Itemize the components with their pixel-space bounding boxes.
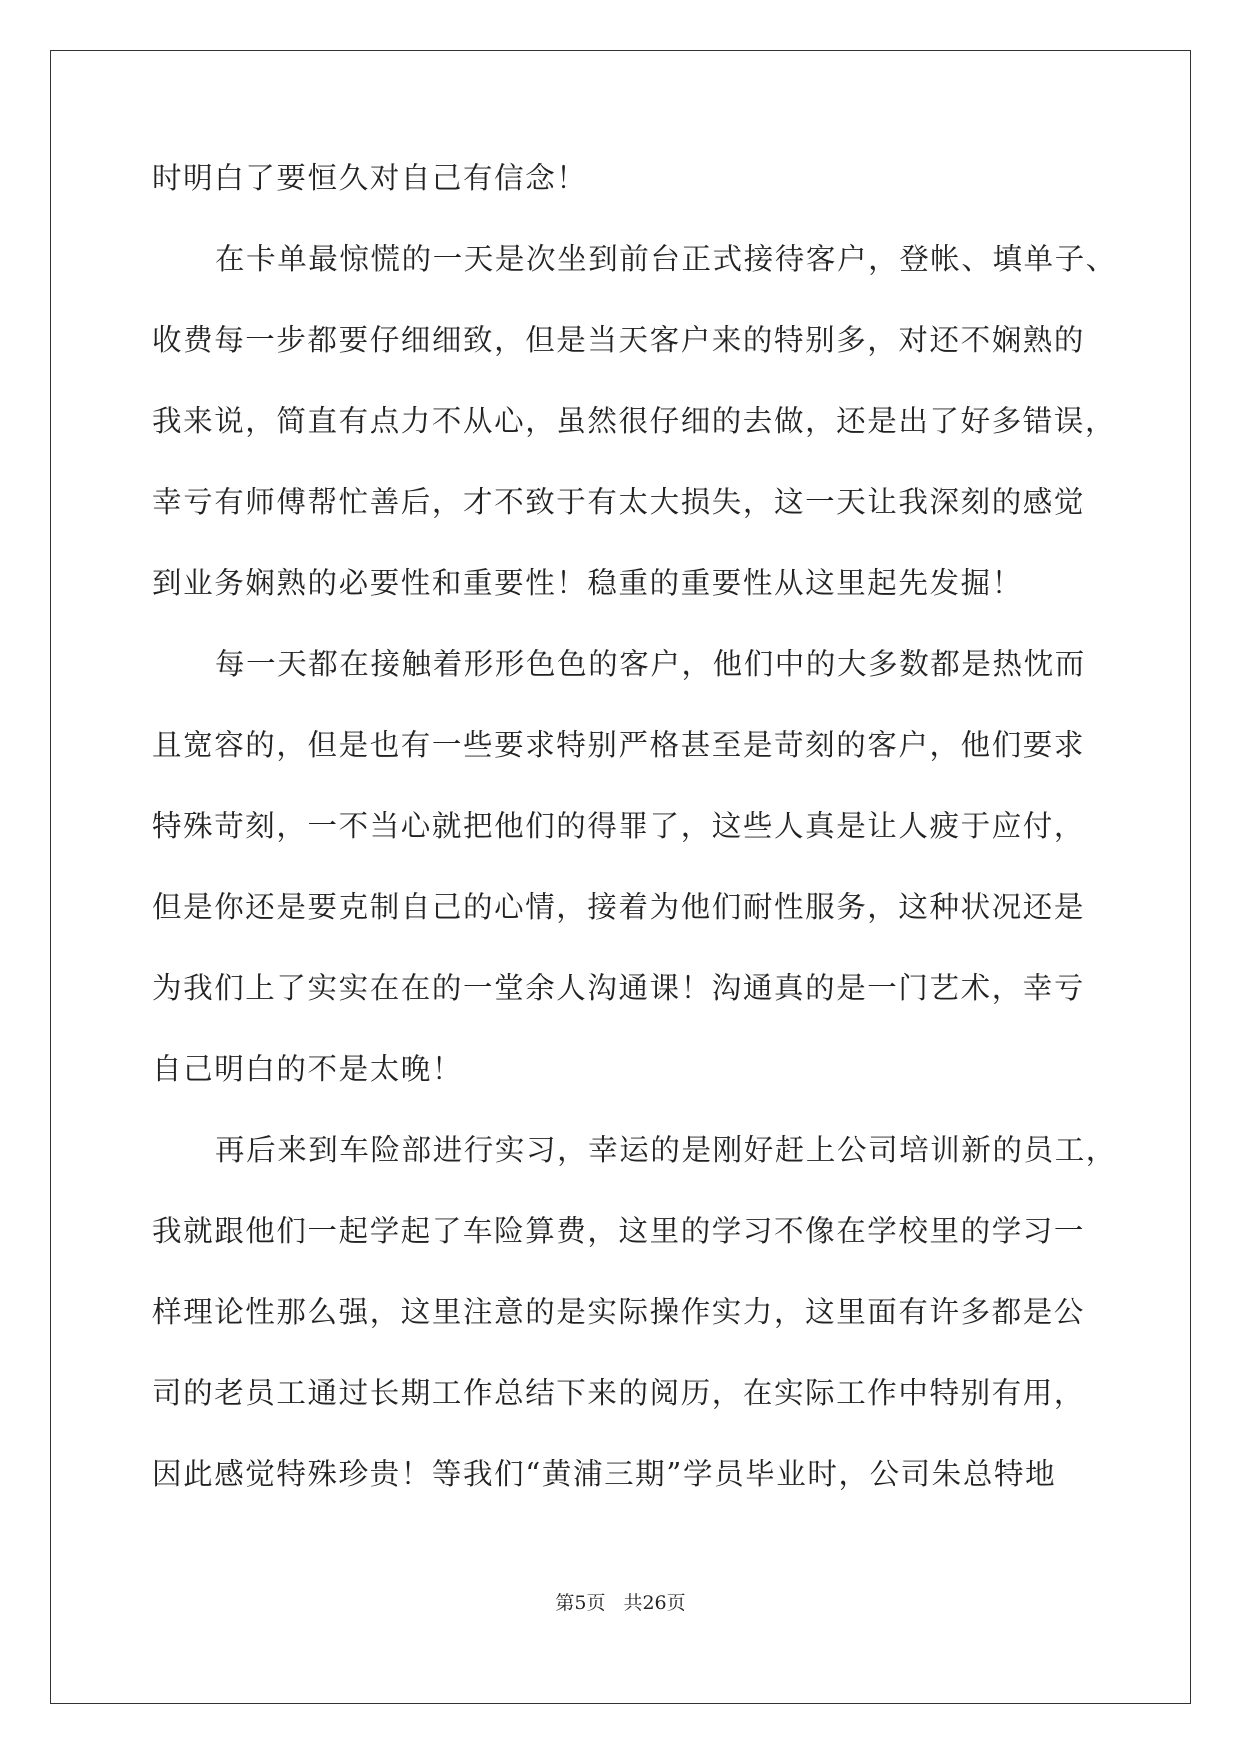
text-line: 在卡单最惊慌的一天是次坐到前台正式接待客户，登帐、填单子、	[215, 242, 1117, 276]
page-number: 第5页	[555, 1592, 606, 1614]
text-line: 且宽容的，但是也有一些要求特别严格甚至是苛刻的客户，他们要求	[152, 728, 1086, 762]
page-footer	[0, 1588, 1241, 1615]
text-line: 再后来到车险部进行实习，幸运的是刚好赶上公司培训新的员工，	[215, 1133, 1117, 1167]
text-line: 时明白了要恒久对自己有信念！	[152, 161, 588, 195]
text-line: 为我们上了实实在在的一堂余人沟通课！沟通真的是一门艺术，幸亏	[152, 971, 1086, 1005]
text-line: 自己明白的不是太晚！	[152, 1052, 464, 1086]
text-line: 特殊苛刻，一不当心就把他们的得罪了，这些人真是让人疲于应付，	[152, 809, 1086, 843]
text-line: 幸亏有师傅帮忙善后，才不致于有太大损失，这一天让我深刻的感觉	[152, 485, 1086, 519]
text-line: 司的老员工通过长期工作总结下来的阅历，在实际工作中特别有用，	[152, 1376, 1086, 1410]
text-line: 每一天都在接触着形形色色的客户，他们中的大多数都是热忱而	[215, 647, 1086, 681]
text-line: 到业务娴熟的必要性和重要性！稳重的重要性从这里起先发掘！	[152, 566, 1023, 600]
page-total: 共26页	[623, 1592, 686, 1614]
document-body	[152, 158, 1117, 1535]
text-line: 我就跟他们一起学起了车险算费，这里的学习不像在学校里的学习一	[152, 1214, 1086, 1248]
text-line: 收费每一步都要仔细细致，但是当天客户来的特别多，对还不娴熟的	[152, 323, 1086, 357]
text-line: 但是你还是要克制自己的心情，接着为他们耐性服务，这种状况还是	[152, 890, 1086, 924]
text-line: 样理论性那么强，这里注意的是实际操作实力，这里面有许多都是公	[152, 1295, 1086, 1329]
text-line: 我来说，简直有点力不从心，虽然很仔细的去做，还是出了好多错误，	[152, 404, 1117, 438]
text-line: 因此感觉特殊珍贵！等我们“黄浦三期”学员毕业时，公司朱总特地	[152, 1457, 1057, 1491]
